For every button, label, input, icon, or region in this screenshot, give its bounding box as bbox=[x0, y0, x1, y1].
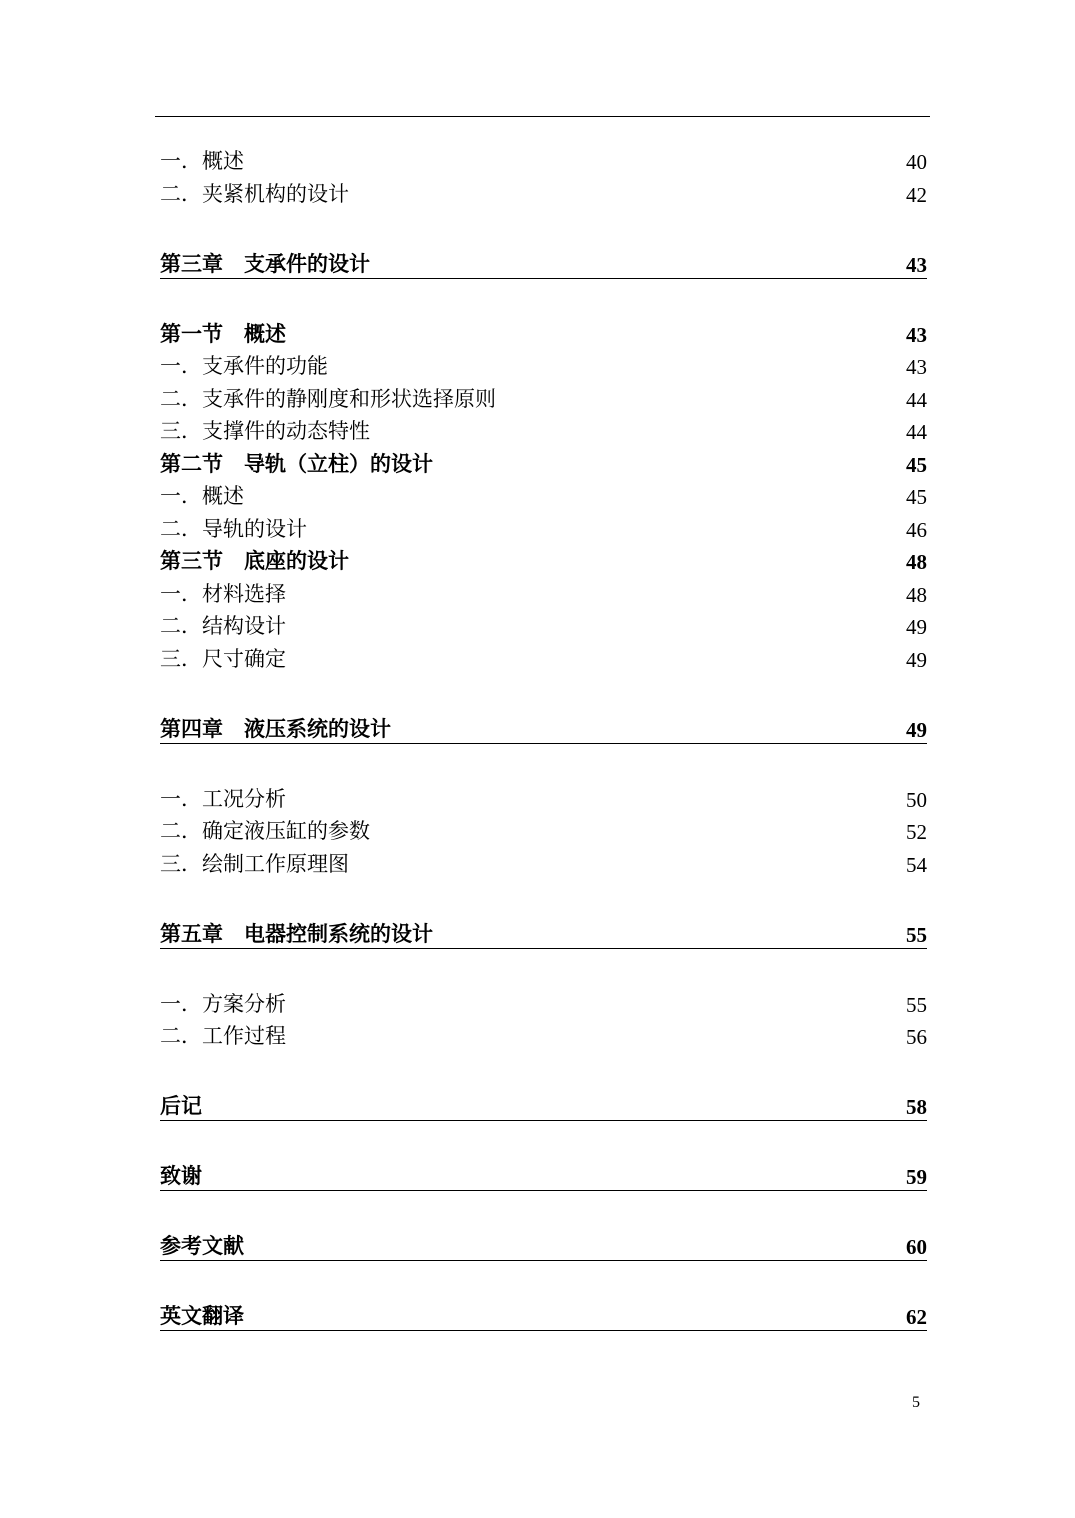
toc-entry-title: 二．夹紧机构的设计 bbox=[160, 182, 349, 206]
header-rule bbox=[155, 116, 930, 117]
toc-chapter-page: 62 bbox=[906, 1305, 927, 1329]
chapter-underline bbox=[160, 1120, 927, 1121]
toc-section[interactable] bbox=[160, 450, 927, 482]
toc-chapter-page: 49 bbox=[906, 718, 927, 742]
toc-chapter[interactable] bbox=[160, 1162, 927, 1194]
toc-entry-title: 一．材料选择 bbox=[160, 582, 286, 606]
toc-entry[interactable] bbox=[160, 482, 927, 514]
toc-entry-title: 二．结构设计 bbox=[160, 614, 286, 638]
toc-entry[interactable] bbox=[160, 417, 927, 449]
toc-entry[interactable] bbox=[160, 385, 927, 417]
toc-chapter-page: 55 bbox=[906, 923, 927, 947]
toc-entry-page: 55 bbox=[906, 993, 927, 1017]
toc-entry-title: 一．方案分析 bbox=[160, 992, 286, 1016]
toc-chapter-page: 43 bbox=[906, 253, 927, 277]
toc-section-page: 43 bbox=[906, 323, 927, 347]
toc-chapter[interactable] bbox=[160, 1232, 927, 1264]
page-number: 5 bbox=[912, 1394, 920, 1411]
toc-chapter-page: 59 bbox=[906, 1165, 927, 1189]
toc-section-page: 48 bbox=[906, 550, 927, 574]
toc-entry[interactable] bbox=[160, 645, 927, 677]
toc-entry-page: 54 bbox=[906, 853, 927, 877]
toc-entry-title: 二．支承件的静刚度和形状选择原则 bbox=[160, 387, 496, 411]
chapter-underline bbox=[160, 1330, 927, 1331]
toc-chapter[interactable] bbox=[160, 715, 927, 747]
toc-entry-page: 45 bbox=[906, 485, 927, 509]
toc-entry-page: 43 bbox=[906, 355, 927, 379]
toc-entry-title: 一．概述 bbox=[160, 149, 244, 173]
toc-chapter-title: 后记 bbox=[160, 1093, 202, 1118]
toc-entry-title: 一．概述 bbox=[160, 484, 244, 508]
toc-entry[interactable] bbox=[160, 515, 927, 547]
toc-chapter-title: 参考文献 bbox=[160, 1233, 244, 1258]
chapter-underline bbox=[160, 278, 927, 279]
toc-entry-page: 40 bbox=[906, 150, 927, 174]
toc-entry-page: 52 bbox=[906, 820, 927, 844]
toc-entry[interactable] bbox=[160, 785, 927, 817]
toc-entry[interactable] bbox=[160, 352, 927, 384]
toc-section-title: 第一节 概述 bbox=[160, 321, 286, 346]
toc-entry-title: 三．绘制工作原理图 bbox=[160, 852, 349, 876]
chapter-underline bbox=[160, 948, 927, 949]
toc-entry-page: 46 bbox=[906, 518, 927, 542]
toc-entry[interactable] bbox=[160, 580, 927, 612]
chapter-underline bbox=[160, 1260, 927, 1261]
toc-section-title: 第二节 导轨（立柱）的设计 bbox=[160, 451, 433, 476]
toc-chapter[interactable] bbox=[160, 920, 927, 952]
toc-chapter-page: 58 bbox=[906, 1095, 927, 1119]
toc-section[interactable] bbox=[160, 547, 927, 579]
toc-entry[interactable] bbox=[160, 147, 927, 179]
toc-entry-title: 一．工况分析 bbox=[160, 787, 286, 811]
toc-entry[interactable] bbox=[160, 850, 927, 882]
toc-chapter-title: 第四章 液压系统的设计 bbox=[160, 716, 391, 741]
toc-section[interactable] bbox=[160, 320, 927, 352]
toc-entry-page: 56 bbox=[906, 1025, 927, 1049]
toc-entry[interactable] bbox=[160, 612, 927, 644]
toc-chapter[interactable] bbox=[160, 1092, 927, 1124]
toc-entry-page: 44 bbox=[906, 420, 927, 444]
toc-entry-title: 二．导轨的设计 bbox=[160, 517, 307, 541]
toc-entry[interactable] bbox=[160, 180, 927, 212]
toc-entry-title: 二．确定液压缸的参数 bbox=[160, 819, 370, 843]
toc-entry-page: 48 bbox=[906, 583, 927, 607]
toc-section-page: 45 bbox=[906, 453, 927, 477]
toc-entry-title: 三．支撑件的动态特性 bbox=[160, 419, 370, 443]
toc-entry-title: 三．尺寸确定 bbox=[160, 647, 286, 671]
toc-entry-page: 44 bbox=[906, 388, 927, 412]
toc-chapter[interactable] bbox=[160, 250, 927, 282]
toc-entry-page: 50 bbox=[906, 788, 927, 812]
toc-entry-title: 一．支承件的功能 bbox=[160, 354, 328, 378]
toc-chapter-title: 英文翻译 bbox=[160, 1303, 244, 1328]
toc-entry-page: 42 bbox=[906, 183, 927, 207]
toc-entry[interactable] bbox=[160, 990, 927, 1022]
toc-entry[interactable] bbox=[160, 1022, 927, 1054]
toc-chapter-page: 60 bbox=[906, 1235, 927, 1259]
toc-chapter-title: 第三章 支承件的设计 bbox=[160, 251, 370, 276]
toc-entry[interactable] bbox=[160, 817, 927, 849]
chapter-underline bbox=[160, 743, 927, 744]
toc-chapter[interactable] bbox=[160, 1302, 927, 1334]
toc-chapter-title: 第五章 电器控制系统的设计 bbox=[160, 921, 433, 946]
toc-entry-title: 二．工作过程 bbox=[160, 1024, 286, 1048]
toc-entry-page: 49 bbox=[906, 648, 927, 672]
toc-chapter-title: 致谢 bbox=[160, 1163, 202, 1188]
toc-entry-page: 49 bbox=[906, 615, 927, 639]
chapter-underline bbox=[160, 1190, 927, 1191]
toc-section-title: 第三节 底座的设计 bbox=[160, 548, 349, 573]
